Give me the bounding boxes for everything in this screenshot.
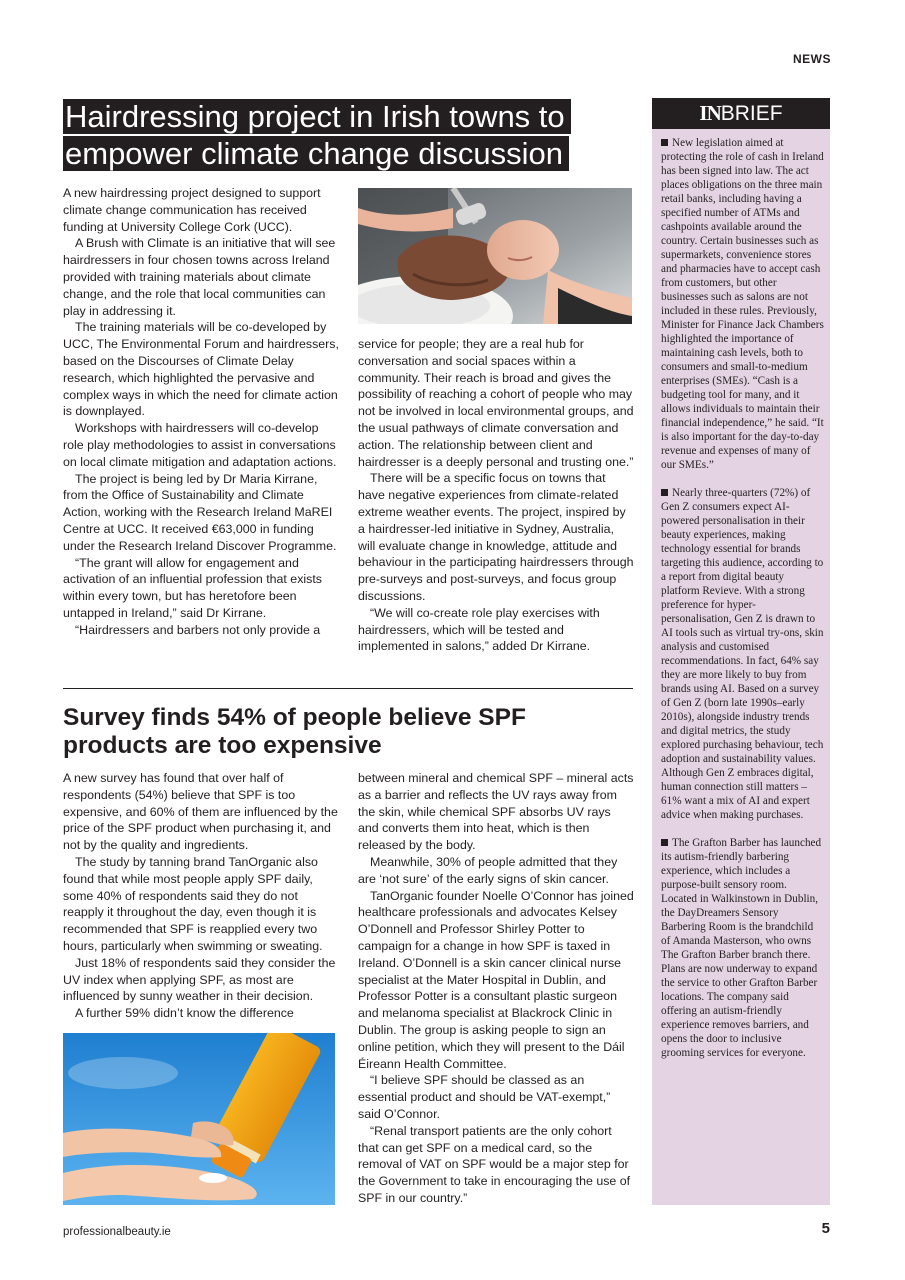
salon-photo-illustration [358, 188, 632, 324]
article2-paragraph: “I believe SPF should be classed as an essential product and should be VAT-exempt,” said O’Connor. [358, 1073, 611, 1121]
article1-paragraph: There will be a specific focus on towns that have negative experiences from climate-related extreme weather events. The project, inspired by a hairdresser-led initiative in Sydney, Australia, will evaluate change in knowledge, attitude and behaviour in the participating hairdressers through pre-surveys and post-surveys, and focus group discussions. [358, 471, 634, 603]
article2-paragraph: A new survey has found that over half of respondents (54%) believe that SPF is too expensive, and 60% of them are influenced by the price of the SPF product when purchasing it, and not by the quality and ingredients. [63, 771, 338, 853]
article2-paragraph: The study by tanning brand TanOrganic also found that while most people apply SPF daily, some 40% of respondents said they do not reapply it throughout the day, even though it is recommended that SPF is reapplied every two hours, particularly when swimming or sweating. [63, 854, 323, 953]
article1-paragraph: “The grant will allow for engagement and activation of an influential profession that exists within every town, but has heretofore been untapped in Ireland,” said Dr Kirrane. [63, 555, 322, 620]
article1-paragraph: Workshops with hairdressers will co-develop role play methodologies to assist in conversations on local climate mitigation and adaptation actions. [63, 421, 337, 469]
sunscreen-photo-illustration [63, 1033, 335, 1205]
article1-paragraph: “Hairdressers and barbers not only provide a [75, 622, 321, 637]
bullet-square-icon [661, 139, 668, 146]
article2-paragraph: A further 59% didn’t know the difference [75, 1006, 294, 1021]
article1-column-2 [358, 336, 634, 655]
brief-item [661, 136, 824, 472]
brief-item [661, 486, 824, 822]
bullet-square-icon [661, 839, 668, 846]
article1-paragraph: A Brush with Climate is an initiative that will see hairdressers in four chosen towns across Ireland provided with training materials about climate change, and the role that local communities can play in addressing it. [63, 236, 336, 318]
brief-item-text: The Grafton Barber has launched its autism-friendly barbering experience, which includes a purpose-built sensory room. Located in Walkinstown in Dublin, the DayDreamers Sensory Barbering Room is the brandchild of Amanda Masterson, who owns The Grafton Barber branch there. Plans are now underway to expand the service to other Grafton Barber locations. The company said offering an autism-friendly experience removes barriers, and opens the door to inclusive grooming services for everyone. [661, 837, 822, 1059]
in-brief-body [652, 129, 830, 1060]
article2-paragraph: Just 18% of respondents said they consider the UV index when applying SPF, as most are influenced by sunny weather in their decision. [63, 955, 336, 1004]
article2-paragraph: TanOrganic founder Noelle O’Connor has joined healthcare professionals and advocates Kelsey O’Donnell and Professor Shirley Potter to campaign for a change in how SPF is taxed in Ireland. O’Donnell is a skin cancer clinical nurse specialist at the Mater Hospital in Dublin, and Professor Potter is a consultant plastic surgeon and melanoma specialist at Blackrock Clinic in Dublin. The group is asking people to sign an online petition, which they will present to the Dáil Éireann Health Committee. [358, 888, 634, 1071]
article2-column-1 [63, 770, 339, 1022]
section-label: NEWS [793, 52, 831, 66]
page-number: 5 [821, 1220, 830, 1237]
sunscreen-photo [63, 1033, 335, 1205]
in-brief-title [652, 98, 830, 129]
footer-website: professionalbeauty.ie [63, 1226, 171, 1238]
article1-paragraph: A new hairdressing project designed to support climate change communication has received funding at University College Cork (UCC). [63, 186, 321, 234]
article1-paragraph: The project is being led by Dr Maria Kirrane, from the Office of Sustainability and Climate Action, working with the Research Ireland MaREI Centre at UCC. It received €63,000 in funding under the Research Ireland Discover Programme. [63, 471, 337, 553]
article2-paragraph: Meanwhile, 30% of people admitted that they are ‘not sure’ of the early signs of skin cancer. [358, 854, 618, 886]
article2-headline: Survey finds 54% of people believe SPF products are too expensive [63, 704, 526, 759]
article-divider [63, 688, 633, 689]
article2-paragraph: “Renal transport patients are the only cohort that can get SPF on a medical card, so the removal of VAT on SPF would be a major step for the Government to take in encouraging the use of SPF in our country.” [358, 1123, 631, 1205]
article1-headline-line: empower climate change discussion [63, 136, 569, 171]
article1-headline [63, 98, 633, 172]
brief-item-text: New legislation aimed at protecting the role of cash in Ireland has been signed into law. The act places obligations on the three main retail banks, including having a specified number of ATMs and cashpoints available around the country. Certain businesses such as supermarkets, convenience stores and pharmacies have to accept cash from customers, but other businesses such as salons are not included in these rules. Previously, Minister for Finance Jack Chambers highlighted the importance of maintaining cash levels, both to consumers and small-to-medium enterprises (SMEs). “Cash is a budgeting tool for many, and it allows individuals to maintain their financial independence,” he said. “It is also important for the day-to-day revenue and expenses of many of our SMEs.” [661, 137, 824, 471]
article2-column-2 [358, 770, 634, 1207]
brief-item [661, 836, 824, 1060]
bullet-square-icon [661, 489, 668, 496]
article1-paragraph: service for people; they are a real hub for conversation and social spaces within a community. Their reach is broad and gives the possibility of reaching a cohort of people who may not be involved in local environmental groups, and the usual pathways of climate conversation and action. The relationship between client and hairdresser is a deeply personal and trusting one.” [358, 337, 634, 469]
brief-item-text: Nearly three-quarters (72%) of Gen Z consumers expect AI-powered personalisation in their beauty experiences, making technology essential for brands targeting this audience, according to a report from digital beauty platform Revieve. With a strong preference for hyper-personalisation, Gen Z is drawn to AI tools such as virtual try-ons, skin analysis and customised recommendations. In fact, 64% say they are more likely to buy from brands using AI. Based on a survey of Gen Z (born late 1990s–early 2010s), alongside industry trends and digital metrics, the study explored purchasing behaviour, tech adoption and sustainability values. Although Gen Z embraces digital, human connection still matters – 61% want a mix of AI and expert advice when making purchases. [661, 487, 824, 821]
article1-paragraph: The training materials will be co-developed by UCC, The Environmental Forum and hairdressers, based on the Discourses of Climate Delay research, which highlighted the pervasive and complex ways in which the need for climate action is downplayed. [63, 320, 339, 419]
in-brief-sidebar [652, 98, 830, 1205]
article1-paragraph: “We will co-create role play exercises with hairdressers, which will be tested and implemented in salons,” added Dr Kirrane. [358, 605, 600, 654]
article2-paragraph: between mineral and chemical SPF – mineral acts as a barrier and reflects the UV rays away from the skin, while chemical SPF absorbs UV rays and converts them into heat, which is then released by the body. [358, 771, 634, 853]
salon-hair-wash-photo [358, 188, 632, 324]
article1-column-1 [63, 185, 339, 639]
article1-headline-line: Hairdressing project in Irish towns to [63, 99, 571, 134]
in-brief-title-rest: BRIEF [720, 102, 783, 125]
in-brief-title-in: IN [699, 101, 721, 125]
